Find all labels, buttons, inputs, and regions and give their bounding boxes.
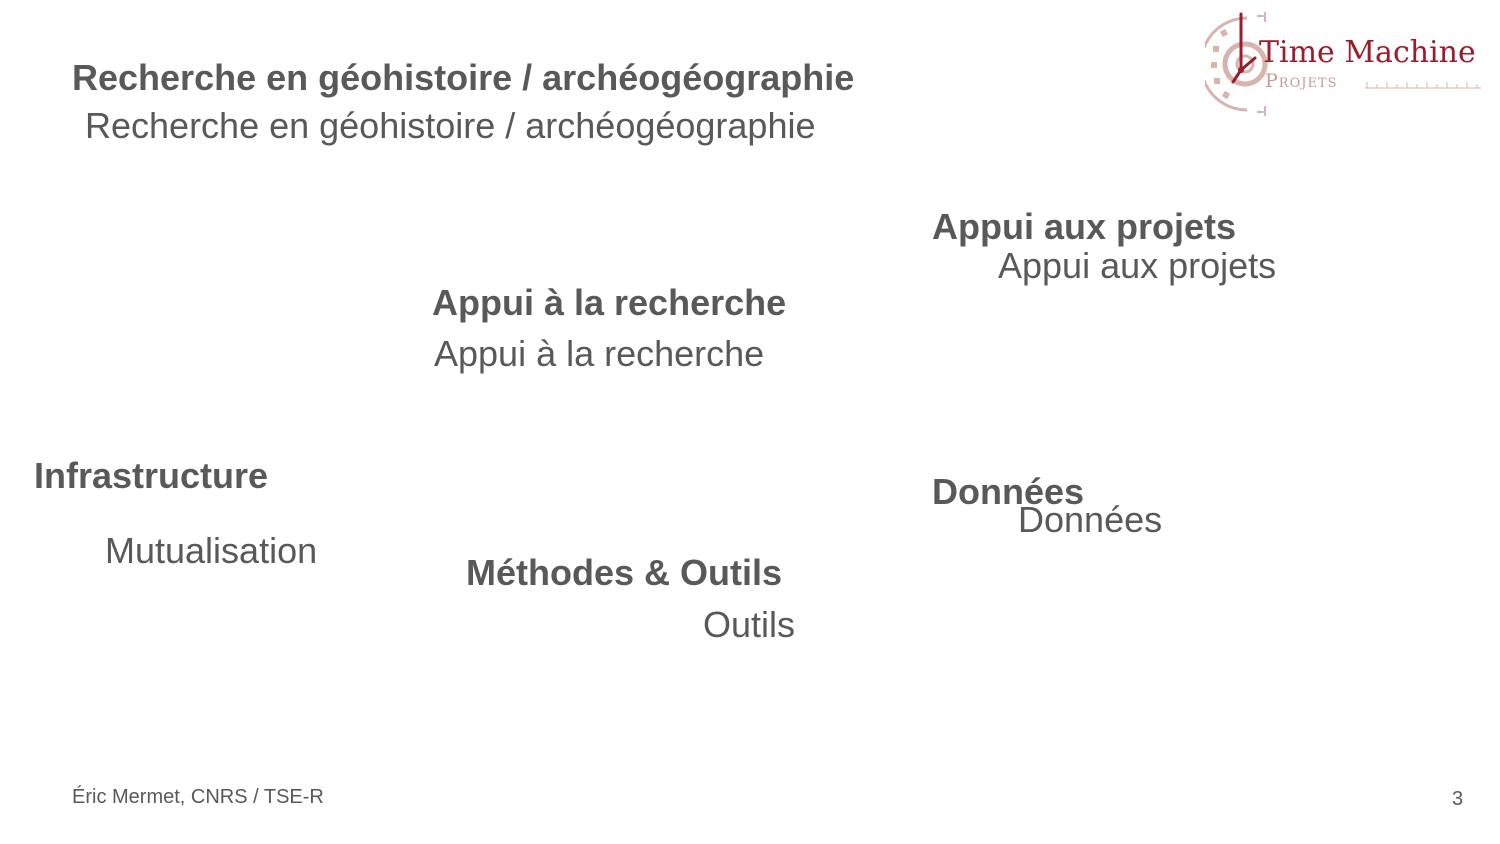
infrastructure-bold: Infrastructure: [34, 455, 269, 496]
donnees-bold: Données: [932, 471, 1085, 512]
mutualisation-text: Mutualisation: [105, 530, 318, 571]
methodes-outils-bold: Méthodes & Outils: [466, 552, 783, 593]
logo-title: Time Machine: [1259, 35, 1476, 70]
appui-recherche-bold: Appui à la recherche: [432, 282, 787, 323]
time-machine-logo: [1205, 10, 1487, 116]
appui-projets-bold: Appui aux projets: [932, 206, 1237, 247]
donnees-regular: Données: [1018, 499, 1163, 540]
appui-recherche-regular: Appui à la recherche: [434, 333, 765, 374]
outils-text: Outils: [703, 604, 796, 645]
logo-subtitle: Projets: [1265, 70, 1338, 92]
footer-author: Éric Mermet, CNRS / TSE-R: [72, 786, 324, 808]
page-number: 3: [1452, 788, 1464, 810]
heading-regular: Recherche en géohistoire / archéogéographie: [85, 105, 816, 146]
appui-projets-regular: Appui aux projets: [998, 245, 1277, 286]
heading-bold: Recherche en géohistoire / archéogéographie: [72, 57, 855, 98]
